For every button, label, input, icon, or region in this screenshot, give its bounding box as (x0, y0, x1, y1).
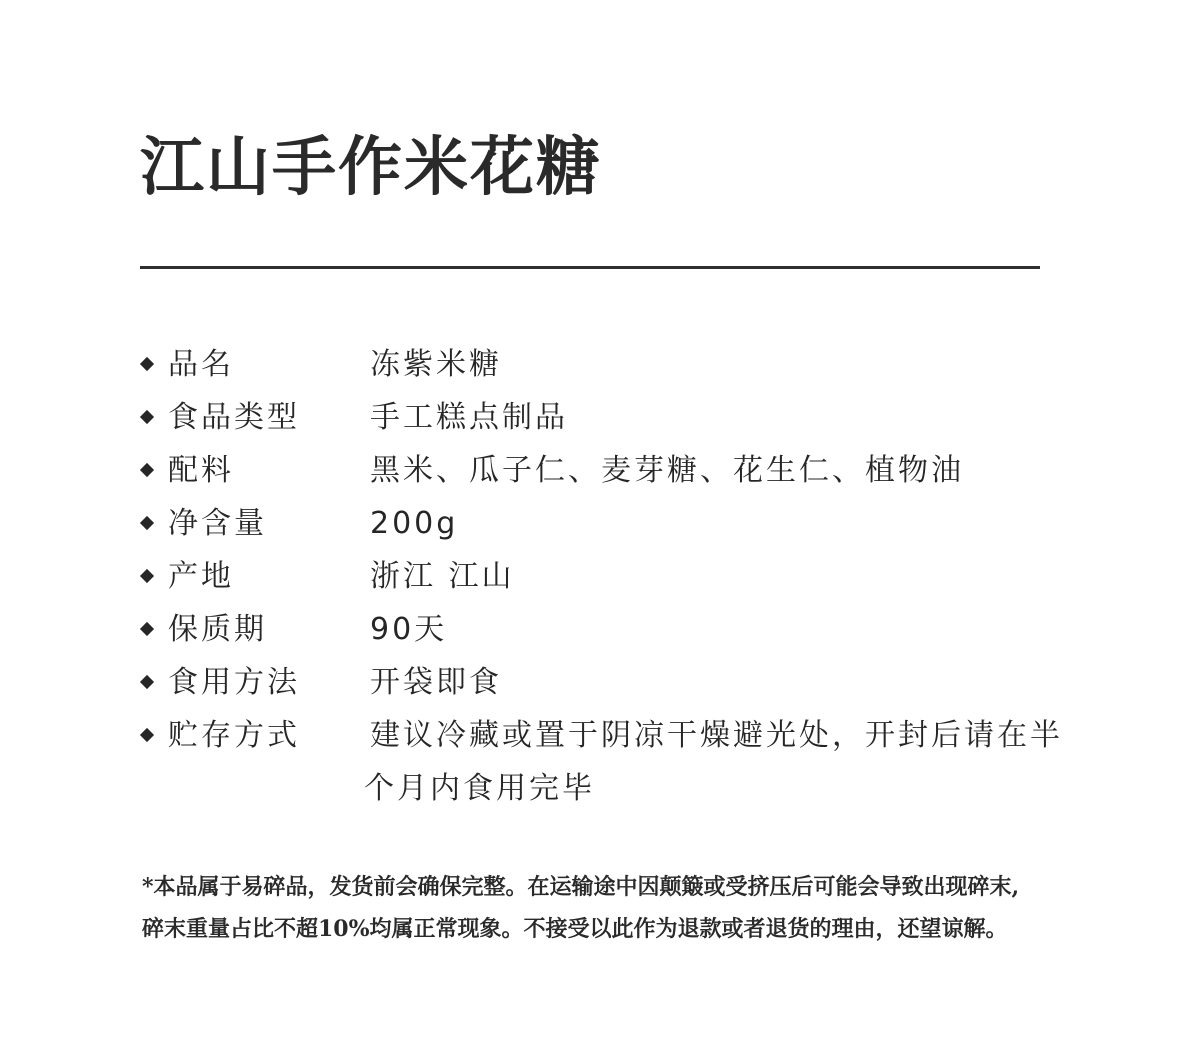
spec-value (364, 709, 1080, 815)
spec-label: 配料 (168, 453, 234, 488)
spec-row-origin (140, 550, 1080, 603)
spec-value: 开袋即食 (370, 665, 502, 700)
spec-row-usage (140, 656, 1080, 709)
spec-value-line: 建议冷藏或置于阴凉干燥避光处，开封后请在半 (370, 718, 1063, 753)
spec-value: 黑米、瓜子仁、麦芽糖、花生仁、植物油 (370, 453, 964, 488)
diamond-bullet-icon (140, 603, 168, 656)
title-divider (140, 266, 1040, 269)
spec-row-shelf-life (140, 603, 1080, 656)
spec-row-storage (140, 709, 1080, 815)
fragile-notice (142, 866, 1102, 950)
spec-value: 浙江 江山 (370, 559, 515, 594)
spec-list (140, 338, 1080, 815)
diamond-bullet-icon (140, 497, 168, 550)
spec-label: 产地 (168, 559, 234, 594)
spec-label: 贮存方式 (168, 718, 300, 753)
diamond-bullet-icon (140, 444, 168, 497)
diamond-bullet-icon (140, 656, 168, 709)
notice-line: 碎末重量占比不超10%均属正常现象。不接受以此作为退款或者退货的理由，还望谅解。 (142, 916, 1008, 942)
spec-label: 食用方法 (168, 665, 300, 700)
spec-label: 品名 (168, 347, 234, 382)
diamond-bullet-icon (140, 338, 168, 391)
spec-row-name (140, 338, 1080, 391)
spec-value-line: 个月内食用完毕 (364, 771, 595, 806)
spec-value: 冻紫米糖 (370, 347, 502, 382)
spec-row-net-weight (140, 497, 1080, 550)
spec-value: 200g (370, 506, 459, 541)
spec-label: 净含量 (168, 506, 267, 541)
diamond-bullet-icon (140, 709, 168, 762)
spec-row-food-type (140, 391, 1080, 444)
spec-value: 手工糕点制品 (370, 400, 568, 435)
notice-line: *本品属于易碎品，发货前会确保完整。在运输途中因颠簸或受挤压后可能会导致出现碎末, (142, 874, 1020, 900)
diamond-bullet-icon (140, 550, 168, 603)
spec-label: 保质期 (168, 612, 267, 647)
spec-row-ingredients (140, 444, 1080, 497)
product-title: 江山手作米花糖 (140, 130, 602, 205)
spec-label: 食品类型 (168, 400, 300, 435)
spec-value: 90天 (370, 612, 448, 647)
diamond-bullet-icon (140, 391, 168, 444)
